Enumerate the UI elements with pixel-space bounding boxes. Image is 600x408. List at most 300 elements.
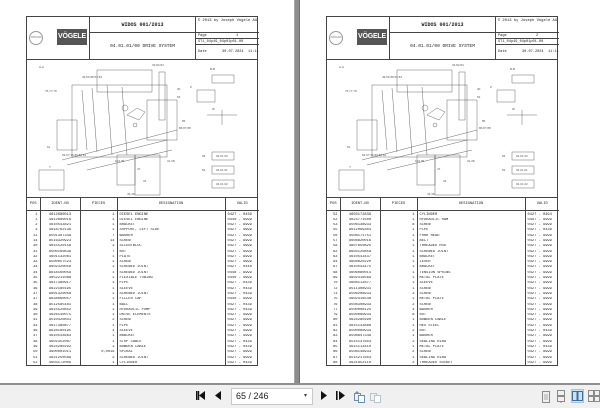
designation-cell: BOWDEN CABLE (417, 318, 525, 323)
svg-text:52: 52 (177, 95, 181, 99)
ident-no-cell: 4610543475 (340, 265, 380, 270)
valid-cell: 0427 - 0439 (527, 344, 552, 349)
page-number-input[interactable] (231, 388, 313, 405)
valid-cell: 0427 - 9999 (227, 334, 252, 339)
pos-cell: 79 (327, 313, 340, 318)
designation-cell: FORK HEAD (417, 234, 525, 239)
designation-cell: NUT (117, 250, 225, 255)
parts-table-header (27, 198, 259, 210)
designation-cell: BRACKET (117, 334, 225, 339)
valid-cell: 0427 - 9999 (527, 249, 552, 254)
valid-cell: 0427 - 9999 (527, 244, 552, 249)
designation-cell: SCREW (117, 239, 225, 244)
catalog-sheet (326, 16, 558, 366)
pieces-cell: 2 (380, 303, 417, 308)
svg-text:30: 30 (177, 87, 181, 91)
pos-cell: 52 (327, 210, 340, 218)
parts-table-header (327, 198, 559, 210)
valid-cell: 0427 - 9999 (527, 334, 552, 339)
valid-cell: 0427 - 9999 (527, 313, 552, 318)
pieces-cell: 2 (380, 361, 417, 366)
svg-text:Y: Y (349, 165, 352, 169)
svg-text:A-A: A-A (339, 65, 345, 69)
ident-no-cell: 4624280290 (340, 318, 380, 323)
svg-text:94: 94 (202, 154, 206, 158)
ident-no-cell: 4610543821 (40, 223, 80, 228)
pdf-page-right (300, 0, 594, 383)
valid-cell: 0497 - 9999 (527, 217, 552, 222)
table-row (327, 361, 559, 366)
designation-cell: FLEXIBLE TUBING (117, 276, 225, 281)
pieces-cell: 1 (380, 276, 417, 281)
pieces-cell: 2 (80, 356, 117, 361)
two-page-continuous-view-button[interactable] (588, 390, 599, 403)
svg-text:69 67,36 80 85 81: 69 67,36 80 85 81 (62, 153, 87, 157)
ident-no-cell: 9508308933 (340, 303, 380, 308)
ident-no-cell: 4612680016 (40, 218, 80, 223)
valid-cell: 0427 - 9999 (527, 270, 552, 275)
svg-text:04.01.01: 04.01.01 (216, 168, 228, 172)
valid-cell: 0427 - 0448 (227, 265, 252, 270)
pos-cell: 85 (327, 345, 340, 350)
designation-cell: PLATE (117, 255, 225, 260)
ident-no-cell: 4603172009 (40, 361, 80, 366)
pieces-cell: 1 (380, 318, 417, 323)
ident-no-cell: 9516320923 (40, 239, 80, 244)
svg-text:04.01.03: 04.01.03 (516, 154, 528, 158)
pieces-cell: 2 (80, 318, 117, 323)
paste-page-icon (370, 391, 381, 403)
previous-page-icon (215, 391, 221, 400)
parts-list (327, 198, 557, 367)
page-value: 1 (236, 34, 239, 38)
ident-no-cell: 9506138933 (340, 223, 380, 228)
pieces-cell: 1 (80, 255, 117, 260)
single-page-view-button[interactable] (541, 390, 552, 403)
svg-text:43,46: 43,46 (427, 192, 435, 196)
designation-cell: METAL PLATE (417, 345, 525, 350)
svg-text:W: W (212, 107, 215, 111)
ident-no-cell: 9608820016 (340, 239, 380, 244)
valid-cell: 0427 - 9999 (527, 260, 552, 265)
parts-table (327, 198, 559, 366)
ident-no-cell: 9500080934 (340, 313, 380, 318)
valid-cell: 0427 - 0494 (527, 212, 552, 217)
exploded-diagram (327, 60, 557, 198)
svg-text:52: 52 (477, 95, 481, 99)
valid-cell: 0427 - 9999 (527, 307, 552, 312)
pos-cell: 62 (327, 250, 340, 255)
ident-no-cell: 4610543663 (40, 334, 80, 339)
svg-text:47: 47 (137, 167, 141, 171)
catalog-title: WIDOS 001/2013 (390, 17, 495, 33)
designation-cell: SLEEVE (117, 329, 225, 334)
svg-text:31,38: 31,38 (167, 159, 175, 163)
pieces-cell: 1 (380, 334, 417, 339)
pieces-cell: 0,0016 (80, 350, 117, 355)
pos-cell: 3 (27, 228, 40, 233)
pos-cell: 52 (27, 361, 40, 366)
pieces-cell: 1 (380, 356, 417, 361)
designation-cell: SCREWED JOINT (417, 250, 525, 255)
designation-cell: SCREWED JOINT (117, 265, 225, 270)
pieces-cell: 1 (80, 297, 117, 302)
svg-text:47: 47 (437, 167, 441, 171)
ident-no-cell: 4615143888 (340, 324, 380, 329)
pieces-cell: 1 (80, 265, 117, 270)
copy-page-icon (354, 391, 365, 403)
next-page-button[interactable] (319, 391, 329, 403)
pos-cell: 35 (27, 276, 40, 281)
designation-cell: NUT (417, 313, 525, 318)
parts-table (27, 198, 259, 366)
svg-text:86,87,88: 86,87,88 (179, 126, 191, 130)
svg-text:103 35: 103 35 (415, 159, 425, 163)
designation-cell: SCREW (417, 303, 525, 308)
ident-no-cell: 4508171751 (340, 234, 380, 239)
pieces-cell: 1 (380, 255, 417, 260)
date-label: Date (198, 50, 207, 54)
pos-cell: 48 (27, 340, 40, 345)
svg-text:49,50 88 53 84: 49,50 88 53 84 (82, 75, 103, 79)
ident-no-cell: 9515137603 (340, 340, 380, 345)
pieces-cell: 8 (380, 223, 417, 228)
designation-cell: SCREW (117, 260, 225, 265)
svg-text:Z: Z (190, 85, 192, 89)
valid-cell: 0427 - 9999 (227, 223, 252, 228)
svg-text:04.01.03: 04.01.03 (216, 154, 228, 158)
ident-no-cell: 9500008125 (340, 308, 380, 313)
pieces-cell: 2 (380, 350, 417, 355)
designation-cell: SCREWED JOINT (117, 356, 225, 361)
pieces-cell: 1 (80, 340, 117, 345)
valid-cell: 0427 - 0439 (227, 212, 252, 217)
drive-system-drawing (327, 60, 557, 198)
designation-cell: BRACKET (117, 223, 225, 228)
designation-cell: METAL PLATE (417, 297, 525, 302)
pos-cell: 34 (27, 271, 40, 276)
pos-cell: 40 (27, 313, 40, 318)
pos-cell: 37 (27, 292, 40, 297)
pos-cell: 43 (27, 324, 40, 329)
column-header-pieces: PIECES (80, 198, 117, 210)
ident-no-cell: 4617380877 (40, 324, 80, 329)
pieces-cell: 1 (80, 271, 117, 276)
pieces-cell: 4 (80, 329, 117, 334)
pos-cell: 55 (327, 228, 340, 233)
svg-text:30: 30 (477, 87, 481, 91)
pieces-cell: 2 (380, 340, 417, 345)
date-row (195, 45, 259, 60)
pos-cell: 14 (27, 239, 40, 244)
page-label: Page (498, 34, 507, 38)
valid-cell: 0427 - 9999 (227, 313, 252, 318)
column-header-designation: DESIGNATION (117, 198, 225, 210)
table-row (27, 210, 259, 218)
previous-page-button[interactable] (213, 391, 223, 403)
designation-cell: SILENTBLOC (117, 244, 225, 249)
ident-no-cell: 4608820220 (340, 260, 380, 265)
designation-cell: NUT (417, 329, 525, 334)
pieces-cell: 1 (380, 281, 417, 286)
designation-cell: PIPE (417, 228, 525, 233)
valid-cell: 0427 - 9999 (527, 339, 552, 344)
valid-cell: 0427 - 9999 (527, 281, 552, 286)
pieces-cell: 1 (380, 260, 417, 265)
continuous-view-button[interactable] (556, 390, 567, 403)
pos-cell: 51 (27, 356, 40, 361)
designation-cell: PIPE (117, 281, 225, 286)
catalog-title: WIDOS 001/2013 (90, 17, 195, 33)
svg-text:76,77,79: 76,77,79 (45, 89, 57, 93)
designation-cell: SLEEVE (417, 281, 525, 286)
pieces-cell: 14 (80, 239, 117, 244)
svg-text:43,46: 43,46 (127, 192, 135, 196)
page-label: Page (198, 34, 207, 38)
valid-cell: 0427 - 0439 (227, 339, 252, 344)
pos-cell: 87 (327, 356, 340, 361)
svg-text:A-A: A-A (39, 65, 45, 69)
ident-no-cell: 4608112877 (340, 281, 380, 286)
ident-no-cell: 9510420831 (40, 318, 80, 323)
sheet-header (27, 17, 257, 60)
designation-cell: SUPPORT, LEFT SIDE (117, 228, 225, 233)
pieces-cell: 1 (80, 345, 117, 350)
svg-text:B-B: B-B (210, 67, 216, 71)
pos-cell: 63 (327, 255, 340, 260)
designation-cell: SCREWED JOINT (117, 292, 225, 297)
pos-cell: 82 (327, 329, 340, 334)
designation-cell: THREADED ROD (417, 244, 525, 249)
pos-cell: 32 (27, 255, 40, 260)
copyright-text: © 2013 by Joseph Vögele AG (195, 17, 259, 33)
designation-cell: WASHER (417, 308, 525, 313)
valid-cell: 0427 - 9999 (527, 318, 552, 323)
svg-text:04.01.02: 04.01.02 (216, 182, 228, 186)
ident-no-cell: 9501307349 (40, 234, 80, 239)
column-header-pieces: PIECES (380, 198, 417, 210)
date-row (495, 45, 559, 60)
logo-cell (27, 17, 90, 60)
pieces-cell: 1 (80, 292, 117, 297)
pieces-cell: 1 (80, 334, 117, 339)
two-page-continuous-icon (588, 390, 600, 403)
pos-cell: 83 (327, 334, 340, 339)
pos-cell: 53 (327, 223, 340, 228)
pieces-cell: 3 (380, 292, 417, 297)
pos-cell: 30 (27, 244, 40, 249)
pieces-cell: 1 (80, 210, 117, 218)
pieces-cell: 1 (380, 218, 417, 223)
valid-cell: 0427 - 9999 (227, 329, 252, 334)
two-page-icon (572, 390, 583, 402)
ident-no-cell: 4621250589 (40, 356, 80, 361)
ident-no-cell: 4606080014 (340, 271, 380, 276)
ident-no-cell: 4602416569 (340, 276, 380, 281)
pieces-cell: 1 (380, 324, 417, 329)
valid-cell: 0440 - 9999 (227, 217, 252, 222)
pos-cell: 50 (27, 350, 40, 355)
ident-no-cell: 4602416548 (340, 297, 380, 302)
pieces-cell: 1 (380, 244, 417, 249)
designation-cell: SCREW (417, 223, 525, 228)
vogele-logo: VÖGELE (57, 29, 87, 45)
pos-cell: 64 (327, 260, 340, 265)
column-header-designation: DESIGNATION (417, 198, 525, 210)
pieces-cell: 1 (380, 239, 417, 244)
first-page-icon (196, 391, 206, 400)
pieces-cell: 1 (80, 281, 117, 286)
pos-cell: 46 (27, 329, 40, 334)
ident-no-cell: 9508148933 (340, 350, 380, 355)
designation-cell: SEALING RING (417, 356, 525, 361)
column-header-pos: POS (27, 198, 40, 210)
pos-cell: 84 (327, 340, 340, 345)
svg-text:34: 34 (143, 179, 147, 183)
valid-cell: 0427 - 9999 (227, 238, 252, 243)
pieces-cell: 7 (80, 234, 117, 239)
sheet-header (327, 17, 557, 60)
pieces-cell: 1 (380, 287, 417, 292)
column-header-valid: VALID (525, 198, 559, 210)
pos-cell: 37 (27, 297, 40, 302)
pieces-cell: 1 (80, 303, 117, 308)
pieces-cell: 4 (380, 308, 417, 313)
designation-cell: WASHER (117, 234, 225, 239)
designation-cell: BELT (417, 239, 525, 244)
next-page-icon (321, 391, 327, 400)
pieces-cell: 1 (80, 218, 117, 223)
page-number-value: 65 / 246 (236, 391, 269, 401)
pos-cell: 72 (327, 287, 340, 292)
ident-no-cell: 4815520159 (40, 244, 80, 249)
logo-cell (327, 17, 390, 60)
last-page-icon (336, 391, 346, 400)
ident-no-cell: 4618762136 (40, 228, 80, 233)
pieces-cell: 1 (380, 271, 417, 276)
svg-text:85: 85 (482, 119, 486, 123)
designation-cell: SCREWED JOINT (117, 271, 225, 276)
ident-no-cell: 9511308931 (340, 287, 380, 292)
pieces-cell: 8 (380, 313, 417, 318)
pos-cell: 47 (27, 334, 40, 339)
svg-text:86,87,88: 86,87,88 (479, 126, 491, 130)
valid-cell: 0427 - 9999 (527, 323, 552, 328)
svg-text:Z: Z (490, 85, 492, 89)
pieces-cell: 1 (380, 228, 417, 233)
valid-cell: 0427 - 9999 (527, 265, 552, 270)
pieces-cell: 3 (80, 244, 117, 249)
valid-cell: 0427 - 0439 (527, 228, 552, 233)
svg-text:33,82,84: 33,82,84 (152, 63, 164, 67)
svg-text:94: 94 (502, 154, 506, 158)
pieces-cell: 1 (80, 313, 117, 318)
designation-cell: THREADED SOCKET (417, 361, 525, 366)
ident-no-cell: 9506208933 (340, 292, 380, 297)
valid-cell: 0427 - 9999 (527, 238, 552, 243)
valid-cell: 0427 - 0439 (227, 286, 252, 291)
ident-no-cell: 4601132061 (40, 255, 80, 260)
designation-cell: HEX STEEL (417, 324, 525, 329)
copy-page-button[interactable] (354, 390, 365, 402)
designation-cell: SCREW (417, 292, 525, 297)
ident-no-cell: 9618160059 (40, 271, 80, 276)
ident-no-cell: 9601320058 (40, 292, 80, 297)
designation-cell: SLEEVE (117, 287, 225, 292)
pieces-cell: 1 (80, 324, 117, 329)
pos-cell: 31 (27, 250, 40, 255)
valid-cell: 0427 - 9999 (527, 254, 552, 259)
svg-text:33,82,84: 33,82,84 (452, 63, 464, 67)
ident-no-cell: 3652211088 (40, 276, 80, 281)
pieces-cell: 1 (80, 260, 117, 265)
pos-cell: 81 (327, 324, 340, 329)
pieces-cell: 1 (80, 228, 117, 233)
pos-cell: 36 (27, 287, 40, 292)
valid-cell: 0427 - 9999 (527, 276, 552, 281)
ident-no-cell: 3900001011 (40, 350, 80, 355)
valid-cell: 0427 - 9999 (227, 355, 252, 360)
exploded-diagram (27, 60, 257, 198)
valid-cell: 0427 - 9999 (527, 286, 552, 291)
ident-no-cell: 9622180195 (40, 287, 80, 292)
two-page-view-button[interactable] (571, 389, 584, 403)
pos-cell: 77 (327, 308, 340, 313)
valid-cell: 0427 - 9999 (227, 254, 252, 259)
designation-cell: SCREW (417, 287, 525, 292)
pieces-cell: 1 (80, 276, 117, 281)
svg-text:W: W (512, 107, 515, 111)
column-header-ident-no: IDENT-NO (40, 198, 80, 210)
valid-cell: 0427 - 9999 (227, 350, 252, 355)
pos-cell: 52 (327, 218, 340, 223)
pieces-cell: 2 (380, 329, 417, 334)
pieces-cell: 1 (380, 234, 417, 239)
ident-no-cell: 9604120858 (340, 250, 380, 255)
designation-cell: LEVER (417, 260, 525, 265)
designation-cell: BRACKET (417, 255, 525, 260)
ident-no-cell: 4615113410 (340, 345, 380, 350)
column-header-pos: POS (327, 198, 340, 210)
date-value: 30.07.2024 (222, 50, 244, 54)
pieces-cell: 1 (380, 210, 417, 218)
catalog-sheet (26, 16, 258, 366)
pieces-cell: 1 (380, 297, 417, 302)
pos-cell: 69 (327, 276, 340, 281)
pos-cell: 88 (327, 361, 340, 366)
ident-no-cell: 4626140075 (40, 313, 80, 318)
ammann-logo: AMMANN (329, 31, 343, 45)
page-dropdown-icon[interactable]: ▾ (303, 393, 307, 399)
ident-no-cell: 4603172839 (340, 210, 380, 218)
pos-cell: 68 (327, 271, 340, 276)
first-page-button[interactable] (194, 391, 208, 403)
sheet-code: ST1_04p49_04p01p01-00 (495, 39, 559, 45)
valid-cell: 0427 - 9999 (227, 228, 252, 233)
ident-no-cell: 9500160836 (40, 250, 80, 255)
ident-no-cell: 9500080934 (340, 329, 380, 334)
valid-cell: 0427 - 9999 (227, 318, 252, 323)
pos-cell: 11 (27, 234, 40, 239)
continuous-page-icon (556, 390, 566, 403)
time-value: 11:11 (248, 50, 259, 54)
ident-no-cell: 9512585481 (40, 303, 80, 308)
valid-cell: 0427 - 9999 (227, 244, 252, 249)
paste-page-button[interactable] (370, 390, 381, 402)
valid-cell: 0427 - 9999 (527, 297, 552, 302)
last-page-button[interactable] (334, 391, 348, 403)
svg-text:B-B: B-B (510, 67, 516, 71)
